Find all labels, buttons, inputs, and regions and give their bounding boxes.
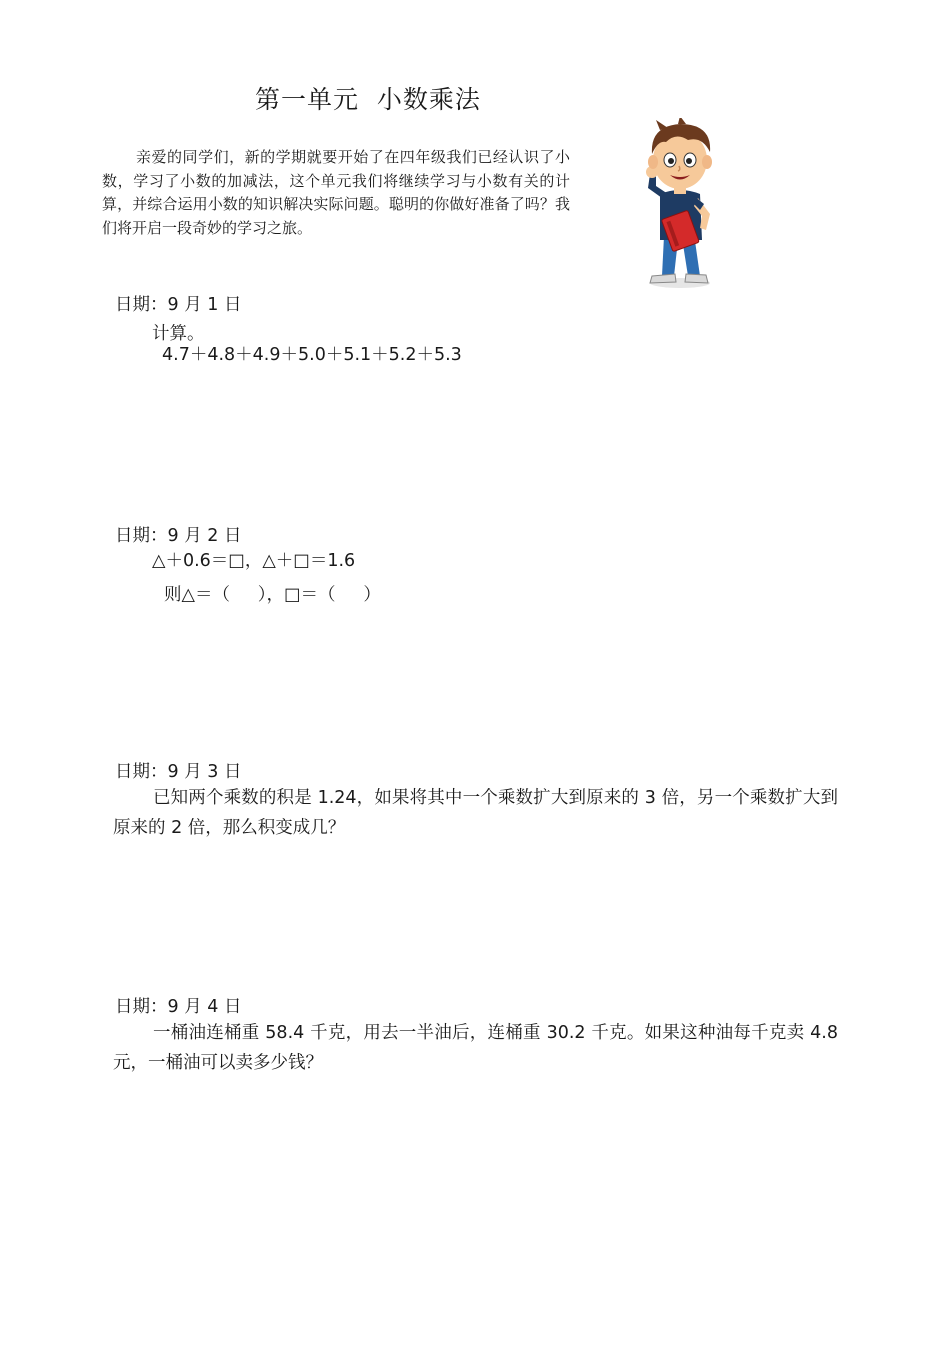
date-label-day-3: 日期：9 月 3 日	[115, 762, 242, 782]
cartoon-boy-holding-book-icon	[630, 118, 730, 292]
page-title: 第一单元 小数乘法	[255, 85, 481, 114]
problem-day-4: 一桶油连桶重 58.4 千克，用去一半油后，连桶重 30.2 千克。如果这种油每千克卖 4.8 元，一桶油可以卖多少钱？	[113, 1023, 838, 1073]
date-label-day-2: 日期：9 月 2 日	[115, 526, 242, 546]
date-label-day-1: 日期：9 月 1 日	[115, 295, 242, 315]
answer-blanks-day-2: 则△＝（ ），□＝（ ）	[164, 585, 381, 605]
instruction-day-1: 计算。	[152, 324, 205, 344]
date-label-day-4: 日期：9 月 4 日	[115, 997, 242, 1017]
problem-day-3: 已知两个乘数的积是 1.24，如果将其中一个乘数扩大到原来的 3 倍，另一个乘数扩大到原来的 2 倍，那么积变成几？	[113, 788, 838, 838]
intro-paragraph: 亲爱的同学们，新的学期就要开始了在四年级我们已经认识了小数，学习了小数的加减法，这个单元我们将继续学习与小数有关的计算，并综合运用小数的知识解决实际问题。聪明的你做好准备了吗？我们将开启一段奇妙的学习之旅。	[102, 148, 570, 237]
equation-day-2: △＋0.6＝□，△＋□＝1.6	[152, 551, 356, 571]
expression-day-1: 4.7＋4.8＋4.9＋5.0＋5.1＋5.2＋5.3	[162, 345, 462, 365]
